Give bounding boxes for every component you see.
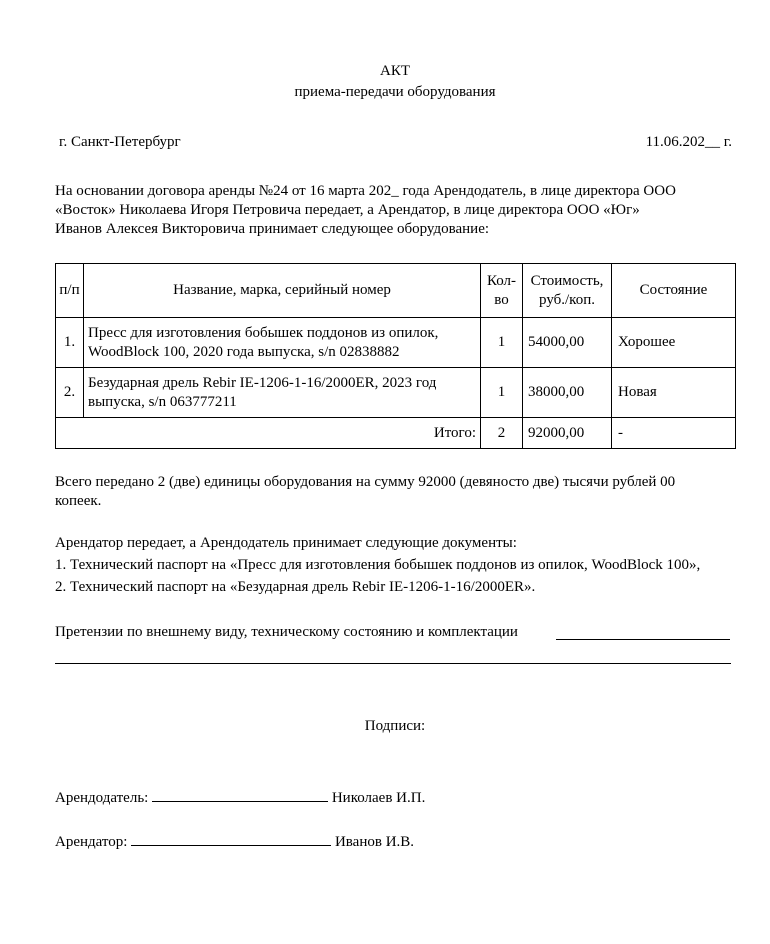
- summary-line: Всего передано 2 (две) единицы оборудования на сумму 92000 (девяносто две) тысячи рублей 00: [55, 474, 676, 490]
- row-state: Хорошее: [612, 318, 736, 368]
- claims-label: Претензии по внешнему виду, техническому состоянию и комплектации: [55, 624, 518, 640]
- document-subtitle: приема-передачи оборудования: [294, 84, 496, 100]
- row-name-line: Пресс для изготовления бобышек поддонов из опилок,: [88, 324, 439, 341]
- document-date: 11.06.202__ г.: [645, 134, 732, 150]
- header-cost: [523, 264, 612, 318]
- lessor-label: Арендодатель:: [55, 790, 149, 806]
- lessee-label: Арендатор:: [55, 834, 128, 850]
- table-row: [56, 368, 736, 418]
- signatures-title: Подписи:: [364, 718, 426, 734]
- total-qty: 2: [481, 418, 523, 449]
- intro-paragraph: [55, 182, 735, 239]
- total-cost: 92000,00: [523, 418, 612, 449]
- header-state: Состояние: [612, 264, 736, 318]
- intro-line: На основании договора аренды №24 от 16 марта 202_ года Арендодатель, в лице директора ООО: [55, 183, 676, 199]
- row-name-line: Безударная дрель Rebir IE-1206-1-16/2000ER, 2023 год: [88, 374, 437, 391]
- row-state: Новая: [612, 368, 736, 418]
- summary-line: копеек.: [55, 493, 102, 509]
- claims-blank-line: [556, 639, 730, 640]
- documents-intro: Арендатор передает, а Арендодатель принимает следующие документы:: [55, 535, 517, 551]
- summary-paragraph: [55, 473, 735, 511]
- row-qty: 1: [481, 368, 523, 418]
- row-qty: 1: [481, 318, 523, 368]
- document-title: АКТ: [380, 63, 410, 79]
- header-qty-line: во: [494, 291, 509, 308]
- row-cost: 54000,00: [523, 318, 612, 368]
- header-num: п/п: [56, 264, 84, 318]
- header-qty: [481, 264, 523, 318]
- row-name: [84, 368, 481, 418]
- row-name-line: WoodBlock 100, 2020 года выпуска, s/n 02838882: [88, 343, 400, 360]
- lessor-name: Николаев И.П.: [331, 790, 426, 806]
- header-qty-line: Кол-: [486, 272, 517, 289]
- lessor-signature-line: [152, 787, 328, 802]
- row-cost: 38000,00: [523, 368, 612, 418]
- equipment-table: [55, 263, 736, 449]
- city: г. Санкт-Петербург: [59, 134, 181, 150]
- lessee-signature: [55, 831, 414, 852]
- header-name: Название, марка, серийный номер: [84, 264, 481, 318]
- row-name: [84, 318, 481, 368]
- row-num: 2.: [56, 368, 84, 418]
- lessor-signature: [55, 787, 425, 808]
- documents-item: 2. Технический паспорт на «Безударная дрель Rebir IE-1206-1-16/2000ER».: [55, 579, 536, 595]
- row-name-line: выпуска, s/n 063777211: [88, 393, 237, 410]
- intro-line: Иванов Алексея Викторовича принимает следующее оборудование:: [55, 221, 490, 237]
- total-state: -: [612, 418, 736, 449]
- table-total-row: [56, 418, 736, 449]
- lessee-signature-line: [131, 831, 331, 846]
- row-num: 1.: [56, 318, 84, 368]
- header-cost-line: руб./коп.: [539, 291, 595, 308]
- documents-section: [55, 532, 735, 598]
- documents-item: 1. Технический паспорт на «Пресс для изготовления бобышек поддонов из опилок, WoodBlock 100»,: [55, 557, 701, 573]
- intro-line: «Восток» Николаева Игоря Петровича передает, а Арендатор, в лице директора ООО «Юг»: [55, 202, 640, 218]
- table-header-row: [56, 264, 736, 318]
- claims-blank-line-2: [55, 663, 731, 664]
- lessee-name: Иванов И.В.: [334, 834, 415, 850]
- table-row: [56, 318, 736, 368]
- header-cost-line: Стоимость,: [530, 272, 604, 289]
- total-label: Итого:: [56, 418, 481, 449]
